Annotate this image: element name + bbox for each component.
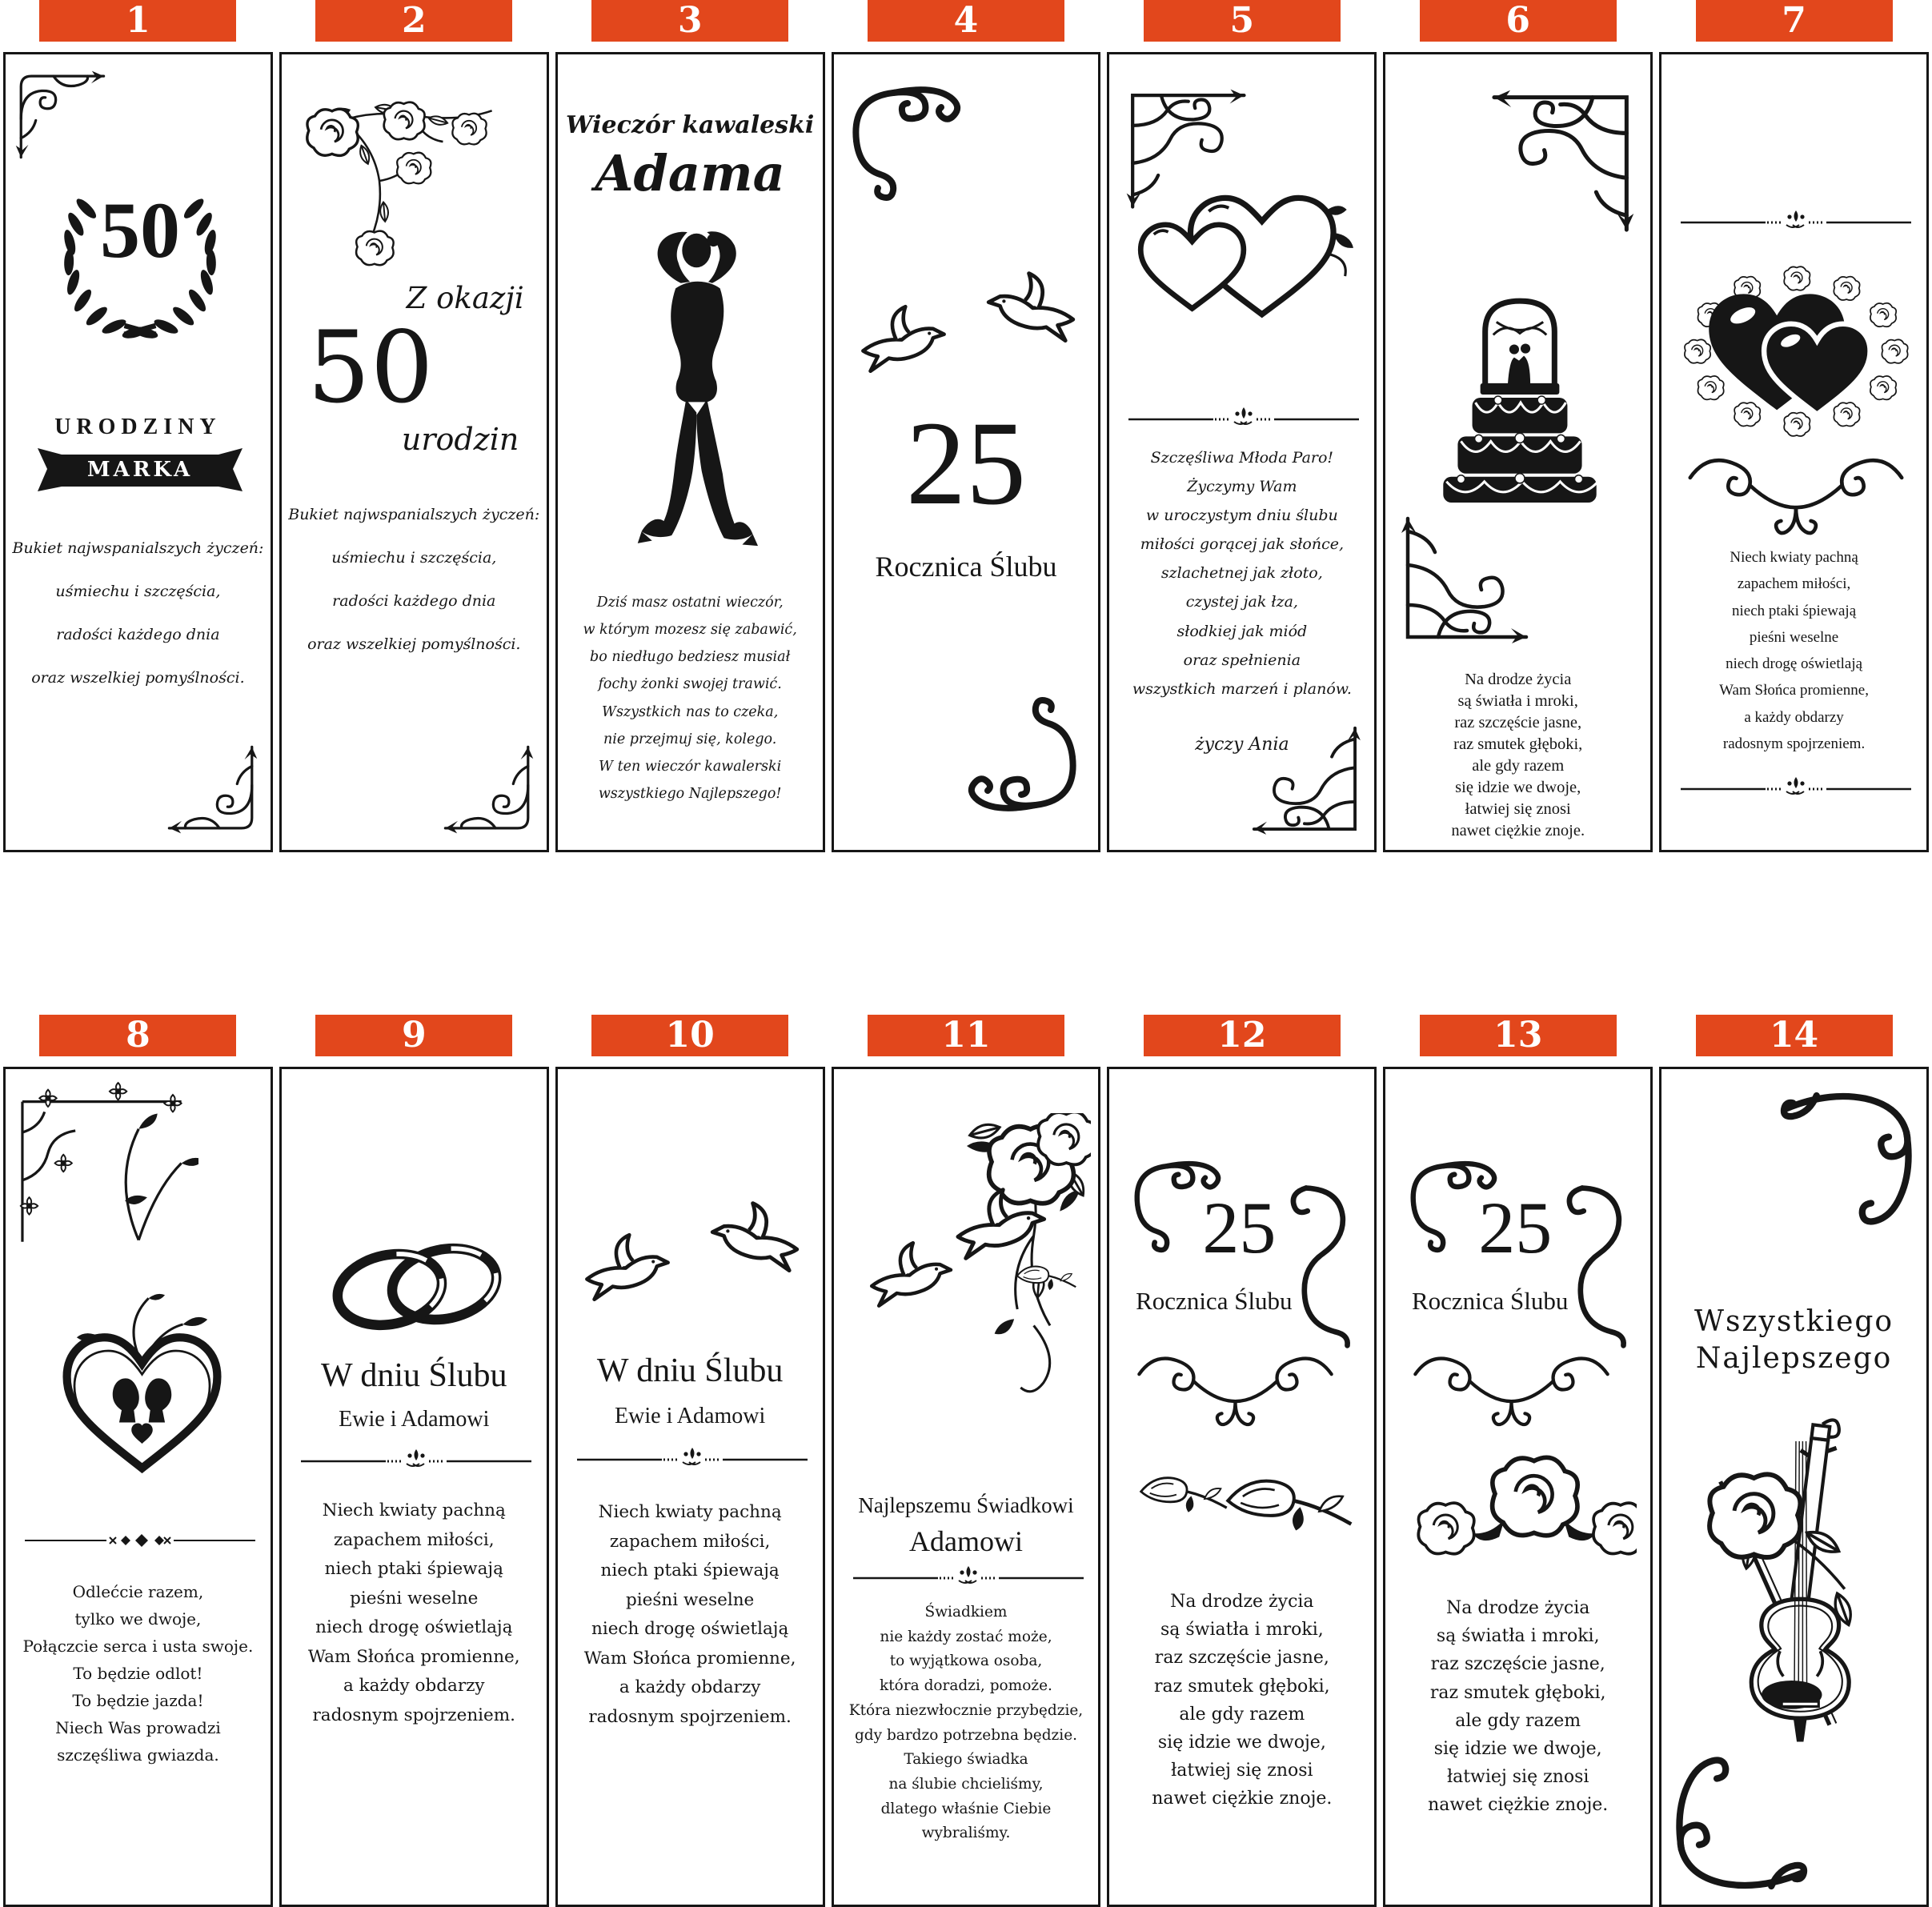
text-line: Na drodze życia xyxy=(1465,671,1572,688)
card-subtitle: Adamowi xyxy=(909,1525,1023,1557)
text-line: To będzie jazda! xyxy=(72,1691,204,1710)
text-line: wszystkich marzeń i planów. xyxy=(1132,679,1352,698)
design-number-badge xyxy=(1144,0,1341,42)
text-line: to wyjątkowa osoba, xyxy=(889,1653,1043,1670)
text-line: Która niezwłocznie przybędzie, xyxy=(848,1701,1084,1719)
text-line: raz smutek głęboki, xyxy=(1453,735,1583,754)
swirl-flourish-icon xyxy=(1409,1344,1613,1432)
corner-flourish-icon xyxy=(439,741,535,837)
text-line: uśmiechu i szczęścia, xyxy=(55,583,221,601)
text-line: czystej jak łza, xyxy=(1185,593,1298,611)
design-number: 3 xyxy=(677,0,703,41)
design-number: 6 xyxy=(1505,0,1531,41)
text-line: Niech Was prowadzi xyxy=(55,1718,221,1737)
text-line: dlatego właśnie Ciebie xyxy=(880,1800,1052,1817)
text-line: są światła i mroki, xyxy=(1160,1620,1324,1641)
swirl-frame-icon xyxy=(1286,1181,1355,1351)
roses-doves-icon xyxy=(846,1113,1091,1424)
corner-flourish-icon xyxy=(14,67,110,163)
design-number-badge xyxy=(315,1015,512,1056)
design-cell-9 xyxy=(276,1015,552,1907)
bookmark-card-2 xyxy=(279,52,549,852)
text-line: Na drodze życia xyxy=(1446,1598,1590,1618)
bookmark-card-1 xyxy=(3,52,273,852)
text-line: pieśni weselne xyxy=(625,1589,755,1610)
text-line: zapachem miłości, xyxy=(334,1529,495,1550)
text-line: To będzie odlot! xyxy=(73,1664,203,1683)
text-line: są światła i mroki, xyxy=(1457,692,1578,711)
text-line: fochy żonki swojej trawić. xyxy=(598,676,782,693)
violin-icon xyxy=(1695,1389,1897,1750)
text-line: radosnym spojrzeniem. xyxy=(1722,735,1866,752)
design-cell-6 xyxy=(1380,0,1656,852)
text-line: niech drogę oświetlają xyxy=(315,1617,513,1638)
scroll-flourish-icon xyxy=(1671,1755,1811,1895)
swirl-flourish-icon xyxy=(1684,445,1908,542)
big-number: 25 xyxy=(1202,1187,1277,1268)
hearts-icon xyxy=(1137,174,1353,333)
text-line: raz smutek głęboki, xyxy=(1154,1676,1330,1697)
text-line: łatwiej się znosi xyxy=(1446,1767,1589,1788)
card-title: Najlepszemu Świadkowi xyxy=(858,1493,1074,1517)
big-number: 50 xyxy=(307,310,434,426)
design-number-badge xyxy=(591,1015,788,1056)
text-line: Świadkiem xyxy=(924,1604,1008,1621)
poem xyxy=(6,527,271,700)
bookmark-card-13 xyxy=(1383,1067,1653,1907)
text-line: Życzymy Wam xyxy=(1187,478,1297,496)
text-line: wybraliśmy. xyxy=(921,1825,1011,1842)
text-line: ale gdy razem xyxy=(1472,757,1565,775)
poem xyxy=(558,589,823,807)
text-line: gdy bardzo potrzebna będzie. xyxy=(854,1726,1078,1744)
bookmark-card-10 xyxy=(555,1067,825,1907)
text-line: niech drogę oświetlają xyxy=(1726,655,1863,672)
design-number: 2 xyxy=(401,0,427,41)
design-cell-14 xyxy=(1656,1015,1932,1907)
text-line: szlachetnej jak złoto, xyxy=(1160,564,1323,583)
text-line: się idzie we dwoje, xyxy=(1433,1738,1602,1759)
text-line: która doradzi, pomoże. xyxy=(880,1677,1052,1695)
design-cell-4 xyxy=(828,0,1104,852)
corner-flourish-icon xyxy=(1487,85,1639,237)
divider-ornament-icon xyxy=(1676,206,1916,235)
text-line: bo niedługo bedziesz musiał xyxy=(590,649,791,666)
card-title: W dniu Ślubu xyxy=(320,1357,507,1394)
text-line: łatwiej się znosi xyxy=(1171,1761,1313,1781)
design-number: 13 xyxy=(1493,1015,1543,1056)
text-line: nie przejmuj się, kolego. xyxy=(603,731,777,747)
bookmark-card-6 xyxy=(1383,52,1653,852)
design-cell-7 xyxy=(1656,0,1932,852)
card-title: W dniu Ślubu xyxy=(596,1352,784,1389)
text-line: niech ptaki śpiewają xyxy=(1732,602,1857,619)
text-line: są światła i mroki, xyxy=(1436,1626,1600,1647)
text-line: Bukiet najwspanialszych życzeń: xyxy=(12,539,264,557)
text-line: a każdy obdarzy xyxy=(343,1676,485,1697)
text-line: Niech kwiaty pachną xyxy=(322,1500,506,1520)
text-line: Niech kwiaty pachną xyxy=(1730,549,1858,566)
design-number: 4 xyxy=(953,0,979,41)
big-number: 25 xyxy=(1478,1187,1553,1268)
text-line: Połączcie serca i usta swoje. xyxy=(22,1637,254,1656)
design-cell-2 xyxy=(276,0,552,852)
text-line: radości każdego dnia xyxy=(332,592,496,611)
text-line: Na drodze życia xyxy=(1170,1592,1314,1612)
poem xyxy=(1661,544,1926,757)
bookmark-card-8 xyxy=(3,1067,273,1907)
poem xyxy=(1109,1588,1374,1813)
text-line: się idzie we dwoje, xyxy=(1157,1732,1326,1753)
design-cell-11 xyxy=(828,1015,1104,1907)
text-line: a każdy obdarzy xyxy=(1744,708,1844,726)
design-number-badge xyxy=(1696,0,1893,42)
wedding-cake-icon xyxy=(1427,286,1613,504)
design-number-badge xyxy=(315,0,512,42)
scroll-flourish-icon xyxy=(1777,1087,1917,1227)
subtitle: urodzin xyxy=(401,422,519,457)
poem xyxy=(282,493,547,667)
divider-ornament-icon xyxy=(20,1528,260,1552)
signature: życzy Ania xyxy=(1195,735,1289,755)
text-line: na ślubie chcieliśmy, xyxy=(888,1775,1044,1793)
text-line: Odlećcie razem, xyxy=(72,1582,204,1601)
text-line: W ten wieczór kawalerski xyxy=(599,758,782,775)
corner-flourish-icon xyxy=(964,696,1084,816)
script-name: Adama xyxy=(595,144,785,202)
text-line: miłości gorącej jak słońce, xyxy=(1140,535,1344,554)
text-line: radosnym spojrzeniem. xyxy=(588,1706,792,1727)
text-line: Dziś masz ostatni wieczór, xyxy=(596,595,784,611)
design-cell-8 xyxy=(0,1015,276,1907)
design-number-badge xyxy=(868,0,1064,42)
wedding-rings-icon xyxy=(317,1228,517,1346)
text-line: raz smutek głęboki, xyxy=(1429,1682,1606,1703)
roses-icon xyxy=(1405,1444,1637,1560)
script-title: Wieczór kawaleski xyxy=(566,111,815,139)
design-number-badge xyxy=(1696,1015,1893,1056)
occasion-text: Z okazji xyxy=(406,281,524,315)
design-number-badge xyxy=(591,0,788,42)
text-line: pieśni weselne xyxy=(350,1588,479,1609)
design-number-badge xyxy=(39,1015,236,1056)
design-cell-12 xyxy=(1104,1015,1380,1907)
design-number: 8 xyxy=(126,1015,150,1056)
text-line: Wszystkich nas to czeka, xyxy=(601,703,779,720)
design-number: 5 xyxy=(1229,0,1255,41)
text-line: Niech kwiaty pachną xyxy=(598,1502,782,1522)
bookmark-card-9 xyxy=(279,1067,549,1907)
text-line: niech ptaki śpiewają xyxy=(600,1560,780,1581)
text-line: Wam Słońca promienne, xyxy=(1719,682,1869,699)
design-number: 11 xyxy=(941,1015,991,1056)
card-title: Rocznica Ślubu xyxy=(1411,1287,1569,1315)
big-number: 25 xyxy=(905,397,1026,530)
text-line: nawet ciężkie znoje. xyxy=(1451,822,1585,840)
text-line: Wam Słońca promienne, xyxy=(583,1648,796,1669)
design-cell-1 xyxy=(0,0,276,852)
card-title: Rocznica Ślubu xyxy=(1136,1287,1293,1315)
poem xyxy=(6,1578,271,1769)
text-line: a każdy obdarzy xyxy=(619,1677,761,1698)
bookmark-card-14 xyxy=(1659,1067,1929,1907)
design-number: 14 xyxy=(1769,1015,1819,1056)
text-line: raz szczęście jasne, xyxy=(1454,714,1582,732)
divider-ornament-icon xyxy=(296,1445,536,1474)
divider-ornament-icon xyxy=(1676,773,1916,802)
text-line: Bukiet najwspanialszych życzeń: xyxy=(288,506,540,523)
design-number-badge xyxy=(1420,0,1617,42)
design-number: 10 xyxy=(665,1015,715,1056)
hearts-icon xyxy=(1681,264,1913,447)
text-line: nie każdy zostać może, xyxy=(880,1628,1052,1645)
design-row-1 xyxy=(0,0,1932,852)
poem xyxy=(282,1496,547,1730)
card-title: URODZINY xyxy=(54,415,222,439)
design-cell-13 xyxy=(1380,1015,1656,1907)
text-line: radosnym spojrzeniem. xyxy=(312,1705,515,1725)
bookmark-card-11 xyxy=(832,1067,1101,1907)
text-line: niech drogę oświetlają xyxy=(591,1619,789,1640)
corner-flourish-icon xyxy=(163,741,259,837)
wreath-number: 50 xyxy=(100,186,180,274)
text-line: raz szczęście jasne, xyxy=(1430,1654,1605,1675)
woman-silhouette-icon xyxy=(615,222,772,563)
design-cell-3 xyxy=(552,0,828,852)
doves-icon xyxy=(848,253,1088,397)
text-line: wszystkiego Najlepszego! xyxy=(598,785,782,802)
swirl-frame-icon xyxy=(1562,1181,1631,1351)
design-number: 1 xyxy=(126,0,150,41)
text-line: raz szczęście jasne, xyxy=(1154,1648,1329,1669)
text-line: w którym mozesz się zabawić, xyxy=(583,622,797,639)
bookmark-card-7 xyxy=(1659,52,1929,852)
text-line: nawet ciężkie znoje. xyxy=(1152,1789,1333,1809)
design-row-2 xyxy=(0,1015,1932,1907)
doves-icon xyxy=(572,1188,812,1325)
rosebuds-icon xyxy=(1132,1452,1356,1553)
corner-flourish-icon xyxy=(845,82,965,202)
design-number-badge xyxy=(1420,1015,1617,1056)
text-line: pieśni weselne xyxy=(1749,628,1839,646)
poem xyxy=(1385,669,1650,842)
text-line: tylko we dwoje, xyxy=(74,1609,202,1629)
card-subtitle: Ewie i Adamowi xyxy=(339,1407,490,1432)
poem xyxy=(558,1498,823,1732)
laurel-wreath xyxy=(36,158,244,399)
divider-ornament-icon xyxy=(848,1562,1088,1591)
poem xyxy=(1385,1594,1650,1820)
design-number: 7 xyxy=(1782,0,1806,41)
card-title: Rocznica Ślubu xyxy=(875,551,1057,583)
text-line: szczęśliwa gwiazda. xyxy=(57,1745,219,1765)
rose-branch-icon xyxy=(299,96,503,267)
text-line: nawet ciężkie znoje. xyxy=(1428,1795,1609,1816)
poem xyxy=(834,1601,1099,1846)
swirl-flourish-icon xyxy=(1133,1344,1337,1432)
bookmark-card-12 xyxy=(1107,1067,1377,1907)
bookmark-card-5 xyxy=(1107,52,1377,852)
text-line: oraz wszelkiej pomyślności. xyxy=(307,635,521,654)
text-line: uśmiechu i szczęścia, xyxy=(331,549,497,567)
text-line: ale gdy razem xyxy=(1179,1704,1305,1725)
design-cell-10 xyxy=(552,1015,828,1907)
banner-name: MARKA xyxy=(86,458,194,482)
design-cell-5 xyxy=(1104,0,1380,852)
text-line: ale gdy razem xyxy=(1455,1710,1581,1731)
design-number: 9 xyxy=(401,1015,427,1056)
card-subtitle: Ewie i Adamowi xyxy=(615,1404,766,1428)
ribbon-banner xyxy=(34,445,246,496)
bookmark-card-4 xyxy=(832,52,1101,852)
bookmark-card-3 xyxy=(555,52,825,852)
text-line: oraz wszelkiej pomyślności. xyxy=(31,669,245,687)
divider-ornament-icon xyxy=(1124,403,1364,432)
corner-flourish-icon xyxy=(1249,723,1365,839)
text-line: w uroczystym dniu ślubu xyxy=(1145,507,1338,525)
text-line: Szczęśliwa Młoda Paro! xyxy=(1150,449,1334,467)
design-number-badge xyxy=(39,0,236,42)
text-line: słodkiej jak miód xyxy=(1176,622,1308,640)
text-line: Wam Słońca promienne, xyxy=(307,1646,520,1667)
text-line: się idzie we dwoje, xyxy=(1455,779,1581,797)
divider-ornament-icon xyxy=(572,1444,812,1472)
poem xyxy=(1109,443,1374,703)
text-line: zapachem miłości, xyxy=(609,1531,771,1552)
card-title-line2: Najlepszego xyxy=(1695,1342,1893,1375)
corner-flourish-icon xyxy=(1397,512,1533,648)
text-line: łatwiej się znosi xyxy=(1465,800,1571,819)
card-title-line1: Wszystkiego xyxy=(1694,1305,1894,1338)
text-line: niech ptaki śpiewają xyxy=(324,1559,503,1580)
text-line: radości każdego dnia xyxy=(56,626,220,644)
text-line: oraz spełnienia xyxy=(1183,651,1301,669)
text-line: Takiego świadka xyxy=(904,1751,1028,1769)
heart-couple-icon xyxy=(44,1292,240,1480)
design-number-badge xyxy=(1144,1015,1341,1056)
design-number-badge xyxy=(868,1015,1064,1056)
corner-flourish-icon xyxy=(10,1077,198,1249)
text-line: zapachem miłości, xyxy=(1737,575,1851,593)
design-number: 12 xyxy=(1217,1015,1267,1056)
